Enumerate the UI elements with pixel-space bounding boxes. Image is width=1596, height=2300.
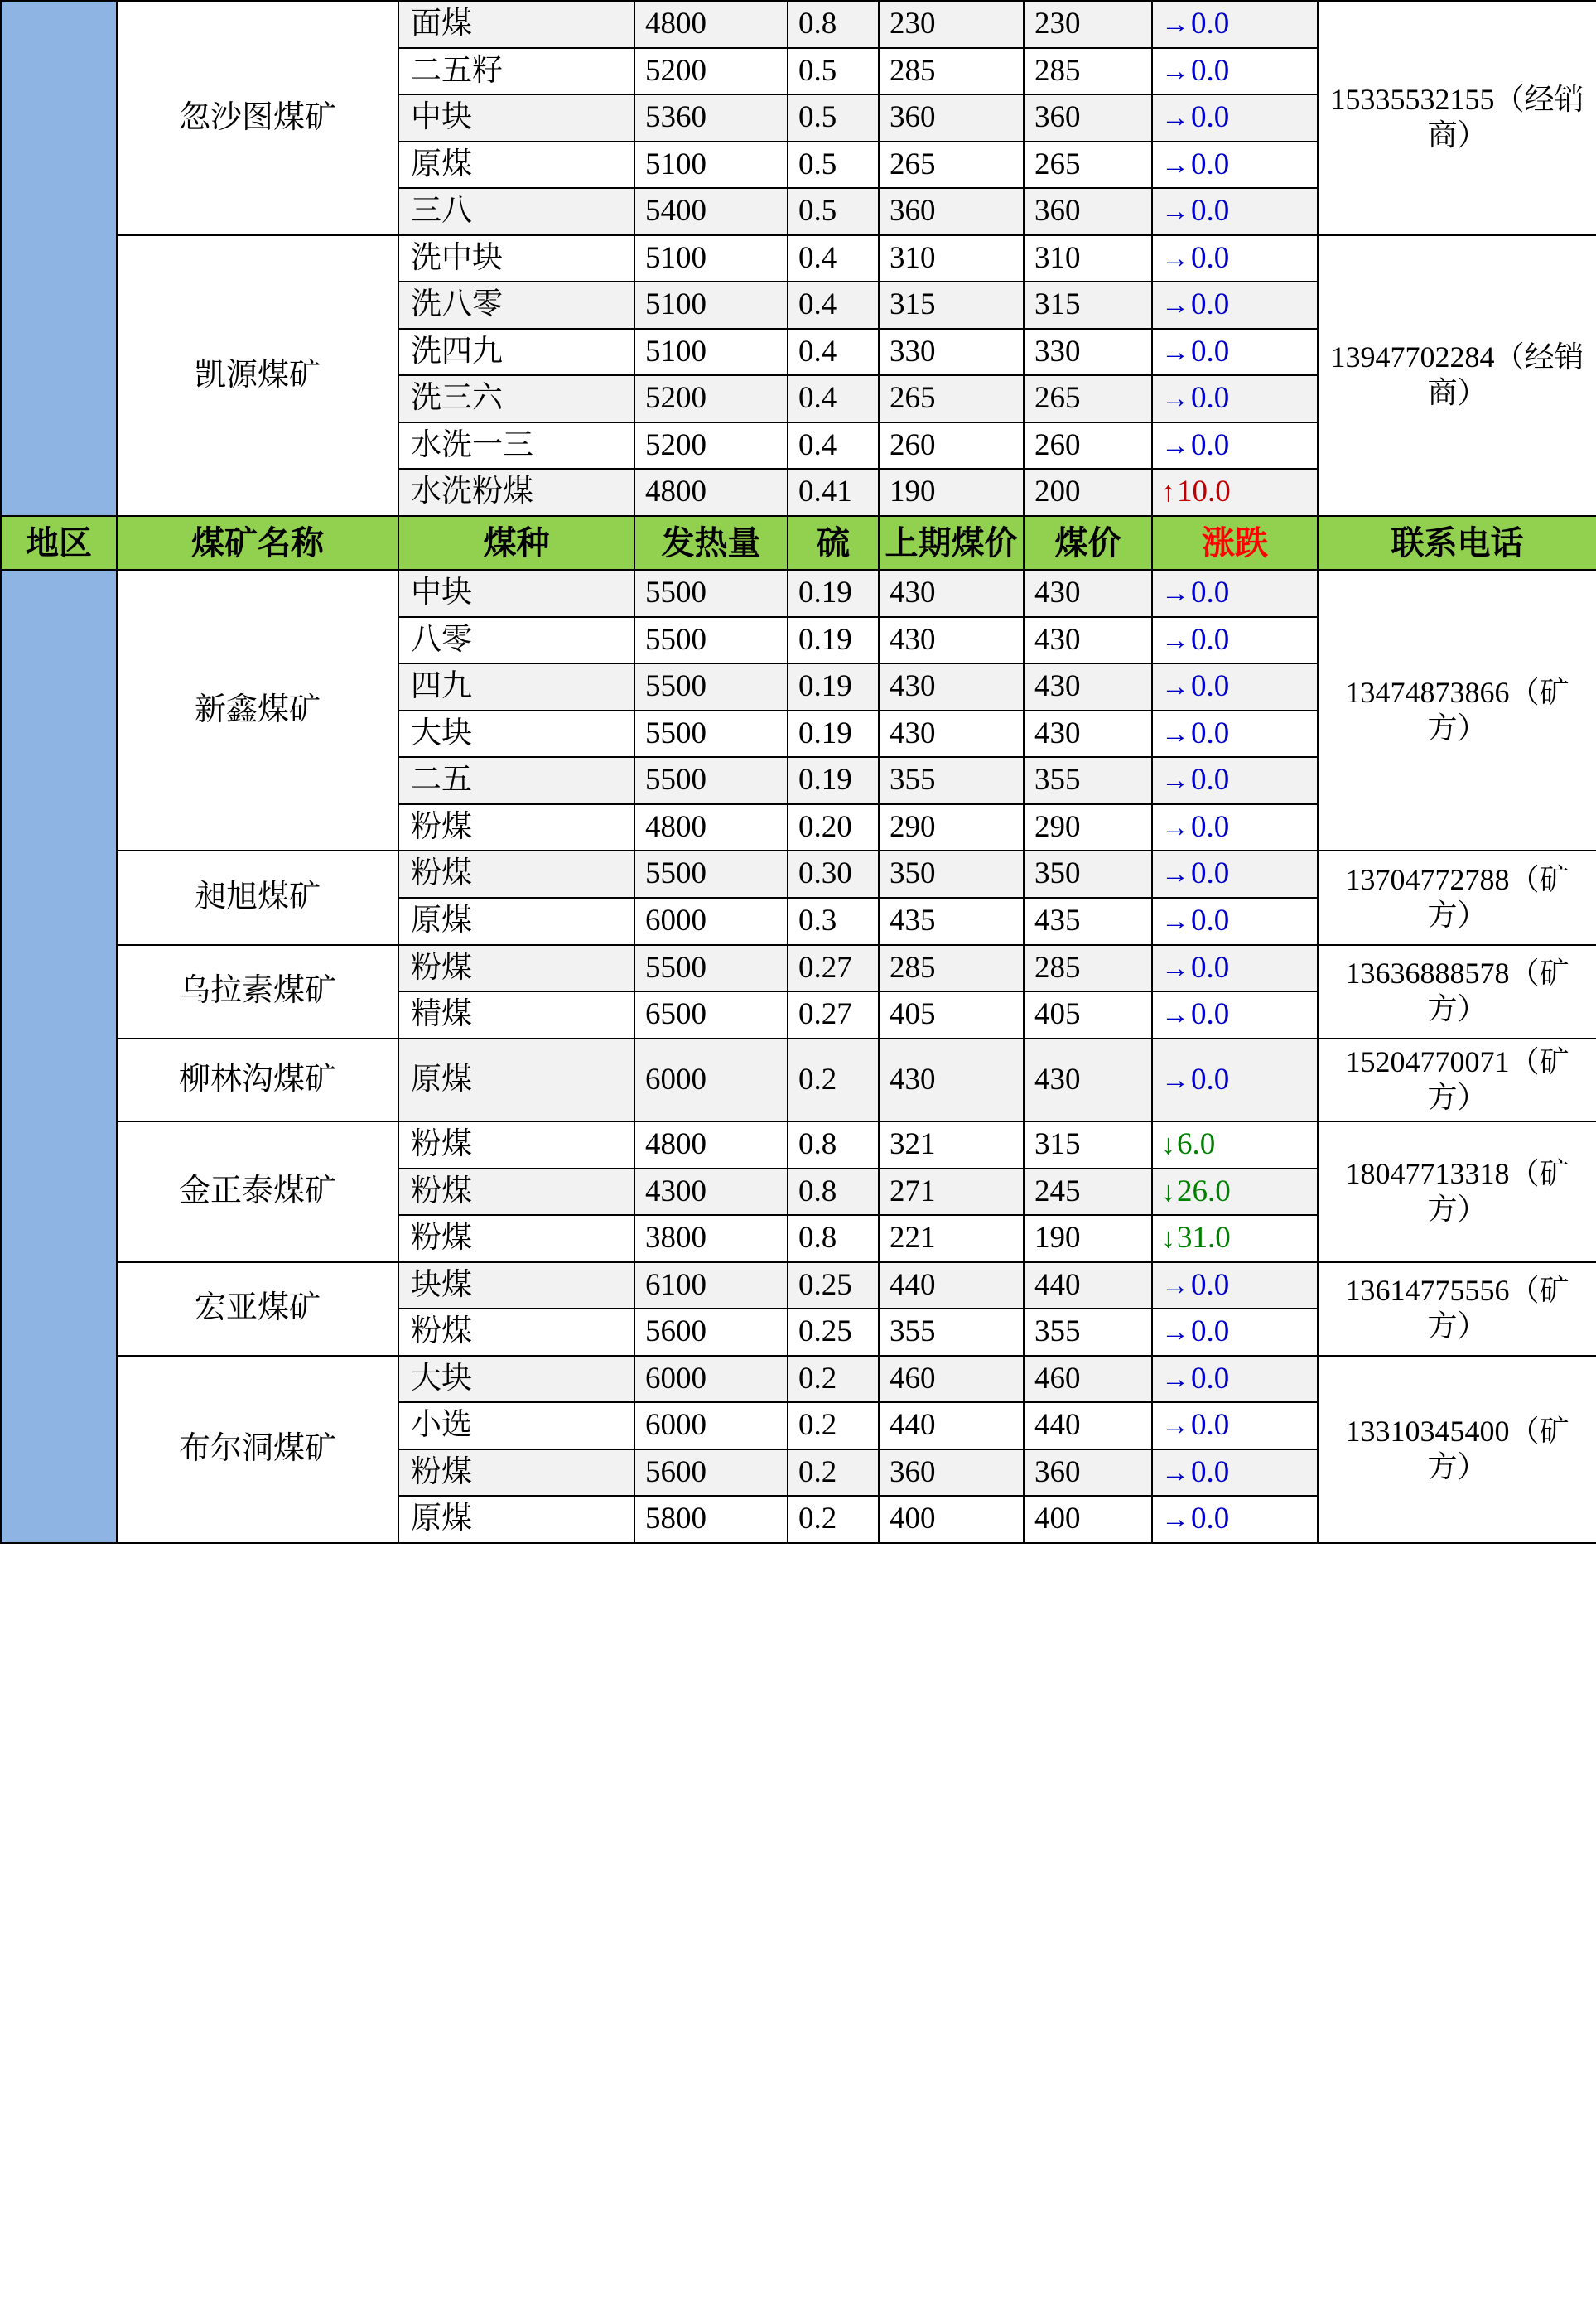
price-change-cell bbox=[1152, 48, 1318, 95]
price-change-cell bbox=[1152, 851, 1318, 898]
price-cell: 285 bbox=[1024, 48, 1152, 95]
header-heat: 发热量 bbox=[634, 516, 788, 570]
coal-type-cell: 原煤 bbox=[398, 1496, 634, 1543]
coal-type-cell: 粉煤 bbox=[398, 1215, 634, 1262]
price-change-cell bbox=[1152, 469, 1318, 516]
flat-arrow-icon: → bbox=[1161, 765, 1189, 797]
price-change-cell bbox=[1152, 282, 1318, 329]
sulfur-value-cell: 0.2 bbox=[788, 1402, 879, 1449]
sulfur-value-cell: 0.19 bbox=[788, 663, 879, 711]
heat-value-cell: 5100 bbox=[634, 142, 788, 189]
heat-value-cell: 5500 bbox=[634, 711, 788, 758]
heat-value-cell: 4800 bbox=[634, 1, 788, 48]
price-change-cell bbox=[1152, 1, 1318, 48]
price-change-cell bbox=[1152, 188, 1318, 235]
price-change-value: →0.0 bbox=[1161, 194, 1230, 229]
coal-type-cell: 粉煤 bbox=[398, 804, 634, 851]
coal-type-cell: 粉煤 bbox=[398, 945, 634, 992]
price-change-cell bbox=[1152, 94, 1318, 142]
heat-value-cell: 4300 bbox=[634, 1169, 788, 1216]
heat-value-cell: 4800 bbox=[634, 804, 788, 851]
contact-phone-cell: 18047713318（矿方） bbox=[1318, 1121, 1596, 1262]
prev-price-cell: 360 bbox=[879, 94, 1024, 142]
prev-price-cell: 435 bbox=[879, 898, 1024, 945]
heat-value-cell: 5500 bbox=[634, 945, 788, 992]
price-cell: 265 bbox=[1024, 375, 1152, 422]
flat-arrow-icon: → bbox=[1161, 624, 1189, 656]
price-change-value: →0.0 bbox=[1161, 1361, 1230, 1396]
prev-price-cell: 321 bbox=[879, 1121, 1024, 1169]
coal-type-cell: 粉煤 bbox=[398, 1309, 634, 1356]
mine-name-cell: 乌拉素煤矿 bbox=[117, 945, 398, 1039]
prev-price-cell: 360 bbox=[879, 1449, 1024, 1497]
price-change-value: →0.0 bbox=[1161, 1267, 1230, 1302]
price-cell: 330 bbox=[1024, 329, 1152, 376]
heat-value-cell: 5500 bbox=[634, 851, 788, 898]
heat-value-cell: 5500 bbox=[634, 757, 788, 804]
prev-price-cell: 400 bbox=[879, 1496, 1024, 1543]
price-cell: 430 bbox=[1024, 711, 1152, 758]
contact-phone-cell: 13704772788（矿方） bbox=[1318, 851, 1596, 944]
sulfur-value-cell: 0.19 bbox=[788, 617, 879, 664]
contact-phone-cell: 13947702284（经销商） bbox=[1318, 235, 1596, 516]
sulfur-value-cell: 0.5 bbox=[788, 48, 879, 95]
prev-price-cell: 430 bbox=[879, 663, 1024, 711]
prev-price-cell: 190 bbox=[879, 469, 1024, 516]
coal-type-cell: 原煤 bbox=[398, 1039, 634, 1121]
table-row bbox=[1, 1262, 1596, 1309]
contact-phone-cell: 13474873866（矿方） bbox=[1318, 570, 1596, 851]
price-cell: 315 bbox=[1024, 1121, 1152, 1169]
prev-price-cell: 350 bbox=[879, 851, 1024, 898]
header-coal-type: 煤种 bbox=[398, 516, 634, 570]
prev-price-cell: 430 bbox=[879, 711, 1024, 758]
price-change-value: →0.0 bbox=[1161, 856, 1230, 891]
price-cell: 405 bbox=[1024, 991, 1152, 1039]
heat-value-cell: 4800 bbox=[634, 469, 788, 516]
sulfur-value-cell: 0.19 bbox=[788, 711, 879, 758]
prev-price-cell: 290 bbox=[879, 804, 1024, 851]
mine-name-cell: 宏亚煤矿 bbox=[117, 1262, 398, 1356]
heat-value-cell: 6000 bbox=[634, 1402, 788, 1449]
table-row bbox=[1, 1121, 1596, 1169]
price-cell: 265 bbox=[1024, 142, 1152, 189]
price-change-value: ↓31.0 bbox=[1161, 1221, 1231, 1256]
prev-price-cell: 285 bbox=[879, 48, 1024, 95]
sulfur-value-cell: 0.8 bbox=[788, 1169, 879, 1216]
heat-value-cell: 6100 bbox=[634, 1262, 788, 1309]
contact-phone-cell: 15204770071（矿方） bbox=[1318, 1039, 1596, 1121]
sulfur-value-cell: 0.8 bbox=[788, 1215, 879, 1262]
coal-type-cell: 原煤 bbox=[398, 898, 634, 945]
price-change-value: →0.0 bbox=[1161, 950, 1230, 985]
price-change-cell bbox=[1152, 617, 1318, 664]
coal-type-cell: 面煤 bbox=[398, 1, 634, 48]
coal-type-cell: 粉煤 bbox=[398, 851, 634, 898]
sulfur-value-cell: 0.8 bbox=[788, 1, 879, 48]
flat-arrow-icon: → bbox=[1161, 1000, 1189, 1031]
flat-arrow-icon: → bbox=[1161, 243, 1189, 274]
price-change-cell bbox=[1152, 1262, 1318, 1309]
up-arrow-icon: ↑ bbox=[1161, 477, 1175, 509]
heat-value-cell: 5500 bbox=[634, 663, 788, 711]
heat-value-cell: 5800 bbox=[634, 1496, 788, 1543]
price-change-value: →0.0 bbox=[1161, 147, 1230, 181]
heat-value-cell: 5200 bbox=[634, 375, 788, 422]
coal-type-cell: 四九 bbox=[398, 663, 634, 711]
price-cell: 435 bbox=[1024, 898, 1152, 945]
sulfur-value-cell: 0.19 bbox=[788, 570, 879, 617]
price-change-cell bbox=[1152, 1356, 1318, 1403]
prev-price-cell: 360 bbox=[879, 188, 1024, 235]
flat-arrow-icon: → bbox=[1161, 149, 1189, 181]
flat-arrow-icon: → bbox=[1161, 430, 1189, 461]
flat-arrow-icon: → bbox=[1161, 672, 1189, 703]
prev-price-cell: 355 bbox=[879, 757, 1024, 804]
price-change-cell bbox=[1152, 1309, 1318, 1356]
price-change-value: →0.0 bbox=[1161, 53, 1230, 88]
price-change-value: →0.0 bbox=[1161, 100, 1230, 135]
flat-arrow-icon: → bbox=[1161, 1317, 1189, 1348]
price-change-value: →0.0 bbox=[1161, 1454, 1230, 1489]
price-cell: 285 bbox=[1024, 945, 1152, 992]
price-change-value: →0.0 bbox=[1161, 427, 1230, 462]
coal-type-cell: 粉煤 bbox=[398, 1449, 634, 1497]
price-change-cell bbox=[1152, 375, 1318, 422]
price-cell: 360 bbox=[1024, 188, 1152, 235]
prev-price-cell: 285 bbox=[879, 945, 1024, 992]
coal-type-cell: 大块 bbox=[398, 1356, 634, 1403]
table-row bbox=[1, 945, 1596, 992]
price-change-value: →0.0 bbox=[1161, 576, 1230, 610]
prev-price-cell: 355 bbox=[879, 1309, 1024, 1356]
price-cell: 355 bbox=[1024, 757, 1152, 804]
table-header-row bbox=[1, 516, 1596, 570]
price-cell: 460 bbox=[1024, 1356, 1152, 1403]
price-cell: 190 bbox=[1024, 1215, 1152, 1262]
flat-arrow-icon: → bbox=[1161, 578, 1189, 610]
flat-arrow-icon: → bbox=[1161, 1457, 1189, 1488]
flat-arrow-icon: → bbox=[1161, 718, 1189, 750]
price-cell: 440 bbox=[1024, 1402, 1152, 1449]
flat-arrow-icon: → bbox=[1161, 1064, 1189, 1096]
price-change-cell bbox=[1152, 422, 1318, 470]
prev-price-cell: 440 bbox=[879, 1402, 1024, 1449]
price-change-cell bbox=[1152, 991, 1318, 1039]
sulfur-value-cell: 0.2 bbox=[788, 1496, 879, 1543]
coal-type-cell: 大块 bbox=[398, 711, 634, 758]
heat-value-cell: 5100 bbox=[634, 282, 788, 329]
mine-name-cell: 柳林沟煤矿 bbox=[117, 1039, 398, 1121]
price-cell: 245 bbox=[1024, 1169, 1152, 1216]
coal-type-cell: 二五 bbox=[398, 757, 634, 804]
sulfur-value-cell: 0.4 bbox=[788, 329, 879, 376]
flat-arrow-icon: → bbox=[1161, 1410, 1189, 1442]
price-change-value: →0.0 bbox=[1161, 287, 1230, 322]
prev-price-cell: 405 bbox=[879, 991, 1024, 1039]
heat-value-cell: 4800 bbox=[634, 1121, 788, 1169]
header-change: 涨跌 bbox=[1152, 516, 1318, 570]
heat-value-cell: 5500 bbox=[634, 570, 788, 617]
prev-price-cell: 265 bbox=[879, 375, 1024, 422]
sulfur-value-cell: 0.41 bbox=[788, 469, 879, 516]
coal-type-cell: 洗八零 bbox=[398, 282, 634, 329]
sulfur-value-cell: 0.4 bbox=[788, 422, 879, 470]
flat-arrow-icon: → bbox=[1161, 859, 1189, 890]
mine-name-cell: 新鑫煤矿 bbox=[117, 570, 398, 851]
coal-type-cell: 中块 bbox=[398, 570, 634, 617]
sulfur-value-cell: 0.25 bbox=[788, 1309, 879, 1356]
mine-name-cell: 昶旭煤矿 bbox=[117, 851, 398, 944]
sulfur-value-cell: 0.4 bbox=[788, 235, 879, 282]
price-change-value: ↓6.0 bbox=[1161, 1127, 1216, 1162]
price-change-value: →0.0 bbox=[1161, 1062, 1230, 1097]
contact-phone-cell: 13636888578（矿方） bbox=[1318, 945, 1596, 1039]
coal-type-cell: 小选 bbox=[398, 1402, 634, 1449]
table-row bbox=[1, 235, 1596, 282]
price-cell: 355 bbox=[1024, 1309, 1152, 1356]
prev-price-cell: 260 bbox=[879, 422, 1024, 470]
down-arrow-icon: ↓ bbox=[1161, 1223, 1175, 1255]
price-cell: 430 bbox=[1024, 663, 1152, 711]
price-cell: 440 bbox=[1024, 1262, 1152, 1309]
price-cell: 200 bbox=[1024, 469, 1152, 516]
price-change-cell bbox=[1152, 235, 1318, 282]
sulfur-value-cell: 0.25 bbox=[788, 1262, 879, 1309]
coal-type-cell: 三八 bbox=[398, 188, 634, 235]
flat-arrow-icon: → bbox=[1161, 290, 1189, 321]
prev-price-cell: 230 bbox=[879, 1, 1024, 48]
price-cell: 360 bbox=[1024, 1449, 1152, 1497]
price-cell: 430 bbox=[1024, 570, 1152, 617]
coal-type-cell: 洗四九 bbox=[398, 329, 634, 376]
price-change-value: →0.0 bbox=[1161, 716, 1230, 750]
flat-arrow-icon: → bbox=[1161, 103, 1189, 134]
price-change-cell bbox=[1152, 898, 1318, 945]
sulfur-value-cell: 0.5 bbox=[788, 94, 879, 142]
prev-price-cell: 430 bbox=[879, 617, 1024, 664]
price-change-value: →0.0 bbox=[1161, 997, 1230, 1032]
mine-name-cell: 布尔洞煤矿 bbox=[117, 1356, 398, 1543]
coal-type-cell: 原煤 bbox=[398, 142, 634, 189]
coal-type-cell: 粉煤 bbox=[398, 1121, 634, 1169]
coal-type-cell: 中块 bbox=[398, 94, 634, 142]
heat-value-cell: 6000 bbox=[634, 1039, 788, 1121]
mine-name-cell: 忽沙图煤矿 bbox=[117, 1, 398, 235]
contact-phone-cell: 13310345400（矿方） bbox=[1318, 1356, 1596, 1543]
prev-price-cell: 330 bbox=[879, 329, 1024, 376]
price-cell: 260 bbox=[1024, 422, 1152, 470]
flat-arrow-icon: → bbox=[1161, 9, 1189, 40]
down-arrow-icon: ↓ bbox=[1161, 1130, 1175, 1161]
table-row bbox=[1, 1356, 1596, 1403]
coal-type-cell: 水洗粉煤 bbox=[398, 469, 634, 516]
prev-price-cell: 440 bbox=[879, 1262, 1024, 1309]
flat-arrow-icon: → bbox=[1161, 55, 1189, 87]
down-arrow-icon: ↓ bbox=[1161, 1176, 1175, 1208]
price-change-cell bbox=[1152, 1449, 1318, 1497]
prev-price-cell: 271 bbox=[879, 1169, 1024, 1216]
coal-type-cell: 水洗一三 bbox=[398, 422, 634, 470]
flat-arrow-icon: → bbox=[1161, 1270, 1189, 1301]
price-change-cell bbox=[1152, 1121, 1318, 1169]
region-cell bbox=[1, 570, 117, 1543]
sulfur-value-cell: 0.3 bbox=[788, 898, 879, 945]
heat-value-cell: 5500 bbox=[634, 617, 788, 664]
table-row bbox=[1, 570, 1596, 617]
coal-type-cell: 块煤 bbox=[398, 1262, 634, 1309]
price-cell: 400 bbox=[1024, 1496, 1152, 1543]
heat-value-cell: 6000 bbox=[634, 898, 788, 945]
table-body bbox=[1, 1, 1596, 1543]
coal-type-cell: 八零 bbox=[398, 617, 634, 664]
price-change-value: →0.0 bbox=[1161, 1502, 1230, 1536]
flat-arrow-icon: → bbox=[1161, 812, 1189, 843]
sulfur-value-cell: 0.5 bbox=[788, 142, 879, 189]
price-change-cell bbox=[1152, 142, 1318, 189]
price-change-cell bbox=[1152, 1215, 1318, 1262]
price-change-value: →0.0 bbox=[1161, 334, 1230, 369]
coal-type-cell: 二五籽 bbox=[398, 48, 634, 95]
flat-arrow-icon: → bbox=[1161, 383, 1189, 415]
price-cell: 230 bbox=[1024, 1, 1152, 48]
prev-price-cell: 430 bbox=[879, 1039, 1024, 1121]
mine-name-cell: 金正泰煤矿 bbox=[117, 1121, 398, 1262]
table-row bbox=[1, 1039, 1596, 1121]
heat-value-cell: 5600 bbox=[634, 1309, 788, 1356]
flat-arrow-icon: → bbox=[1161, 196, 1189, 228]
price-change-value: →0.0 bbox=[1161, 1314, 1230, 1349]
heat-value-cell: 5400 bbox=[634, 188, 788, 235]
sulfur-value-cell: 0.27 bbox=[788, 991, 879, 1039]
price-change-value: →0.0 bbox=[1161, 904, 1230, 938]
price-change-cell bbox=[1152, 1496, 1318, 1543]
prev-price-cell: 460 bbox=[879, 1356, 1024, 1403]
sulfur-value-cell: 0.8 bbox=[788, 1121, 879, 1169]
sulfur-value-cell: 0.2 bbox=[788, 1356, 879, 1403]
heat-value-cell: 5200 bbox=[634, 422, 788, 470]
flat-arrow-icon: → bbox=[1161, 906, 1189, 938]
coal-type-cell: 洗三六 bbox=[398, 375, 634, 422]
heat-value-cell: 3800 bbox=[634, 1215, 788, 1262]
contact-phone-cell: 15335532155（经销商） bbox=[1318, 1, 1596, 235]
price-change-value: →0.0 bbox=[1161, 240, 1230, 275]
header-price: 煤价 bbox=[1024, 516, 1152, 570]
price-change-cell bbox=[1152, 663, 1318, 711]
price-change-value: →0.0 bbox=[1161, 7, 1230, 41]
coal-type-cell: 粉煤 bbox=[398, 1169, 634, 1216]
price-cell: 310 bbox=[1024, 235, 1152, 282]
price-cell: 290 bbox=[1024, 804, 1152, 851]
heat-value-cell: 6000 bbox=[634, 1356, 788, 1403]
price-change-value: ↑10.0 bbox=[1161, 475, 1231, 509]
sulfur-value-cell: 0.27 bbox=[788, 945, 879, 992]
heat-value-cell: 5360 bbox=[634, 94, 788, 142]
sulfur-value-cell: 0.5 bbox=[788, 188, 879, 235]
header-sulfur: 硫 bbox=[788, 516, 879, 570]
price-change-cell bbox=[1152, 945, 1318, 992]
coal-type-cell: 洗中块 bbox=[398, 235, 634, 282]
price-change-value: →0.0 bbox=[1161, 763, 1230, 798]
flat-arrow-icon: → bbox=[1161, 336, 1189, 368]
heat-value-cell: 5100 bbox=[634, 235, 788, 282]
sulfur-value-cell: 0.2 bbox=[788, 1039, 879, 1121]
price-cell: 315 bbox=[1024, 282, 1152, 329]
price-change-cell bbox=[1152, 1039, 1318, 1121]
prev-price-cell: 315 bbox=[879, 282, 1024, 329]
sulfur-value-cell: 0.20 bbox=[788, 804, 879, 851]
price-change-cell bbox=[1152, 804, 1318, 851]
price-cell: 430 bbox=[1024, 617, 1152, 664]
table-row bbox=[1, 1, 1596, 48]
prev-price-cell: 265 bbox=[879, 142, 1024, 189]
sulfur-value-cell: 0.2 bbox=[788, 1449, 879, 1497]
price-change-value: →0.0 bbox=[1161, 809, 1230, 844]
heat-value-cell: 5200 bbox=[634, 48, 788, 95]
price-change-value: ↓26.0 bbox=[1161, 1174, 1231, 1208]
sulfur-value-cell: 0.19 bbox=[788, 757, 879, 804]
price-change-cell bbox=[1152, 329, 1318, 376]
price-cell: 430 bbox=[1024, 1039, 1152, 1121]
flat-arrow-icon: → bbox=[1161, 1504, 1189, 1536]
header-mine-name: 煤矿名称 bbox=[117, 516, 398, 570]
coal-type-cell: 精煤 bbox=[398, 991, 634, 1039]
mine-name-cell: 凯源煤矿 bbox=[117, 235, 398, 516]
price-change-cell bbox=[1152, 1169, 1318, 1216]
header-prev-price: 上期煤价 bbox=[879, 516, 1024, 570]
prev-price-cell: 310 bbox=[879, 235, 1024, 282]
heat-value-cell: 5100 bbox=[634, 329, 788, 376]
price-change-value: →0.0 bbox=[1161, 669, 1230, 704]
flat-arrow-icon: → bbox=[1161, 1363, 1189, 1395]
prev-price-cell: 430 bbox=[879, 570, 1024, 617]
price-change-value: →0.0 bbox=[1161, 622, 1230, 657]
price-change-value: →0.0 bbox=[1161, 381, 1230, 416]
price-cell: 350 bbox=[1024, 851, 1152, 898]
price-cell: 360 bbox=[1024, 94, 1152, 142]
header-region: 地区 bbox=[1, 516, 117, 570]
price-change-cell bbox=[1152, 1402, 1318, 1449]
flat-arrow-icon: → bbox=[1161, 952, 1189, 984]
sulfur-value-cell: 0.30 bbox=[788, 851, 879, 898]
sulfur-value-cell: 0.4 bbox=[788, 375, 879, 422]
table-row bbox=[1, 851, 1596, 898]
heat-value-cell: 5600 bbox=[634, 1449, 788, 1497]
contact-phone-cell: 13614775556（矿方） bbox=[1318, 1262, 1596, 1356]
heat-value-cell: 6500 bbox=[634, 991, 788, 1039]
header-phone: 联系电话 bbox=[1318, 516, 1596, 570]
sulfur-value-cell: 0.4 bbox=[788, 282, 879, 329]
price-change-cell bbox=[1152, 711, 1318, 758]
price-change-cell bbox=[1152, 757, 1318, 804]
price-change-cell bbox=[1152, 570, 1318, 617]
prev-price-cell: 221 bbox=[879, 1215, 1024, 1262]
region-cell bbox=[1, 1, 117, 516]
price-change-value: →0.0 bbox=[1161, 1408, 1230, 1443]
